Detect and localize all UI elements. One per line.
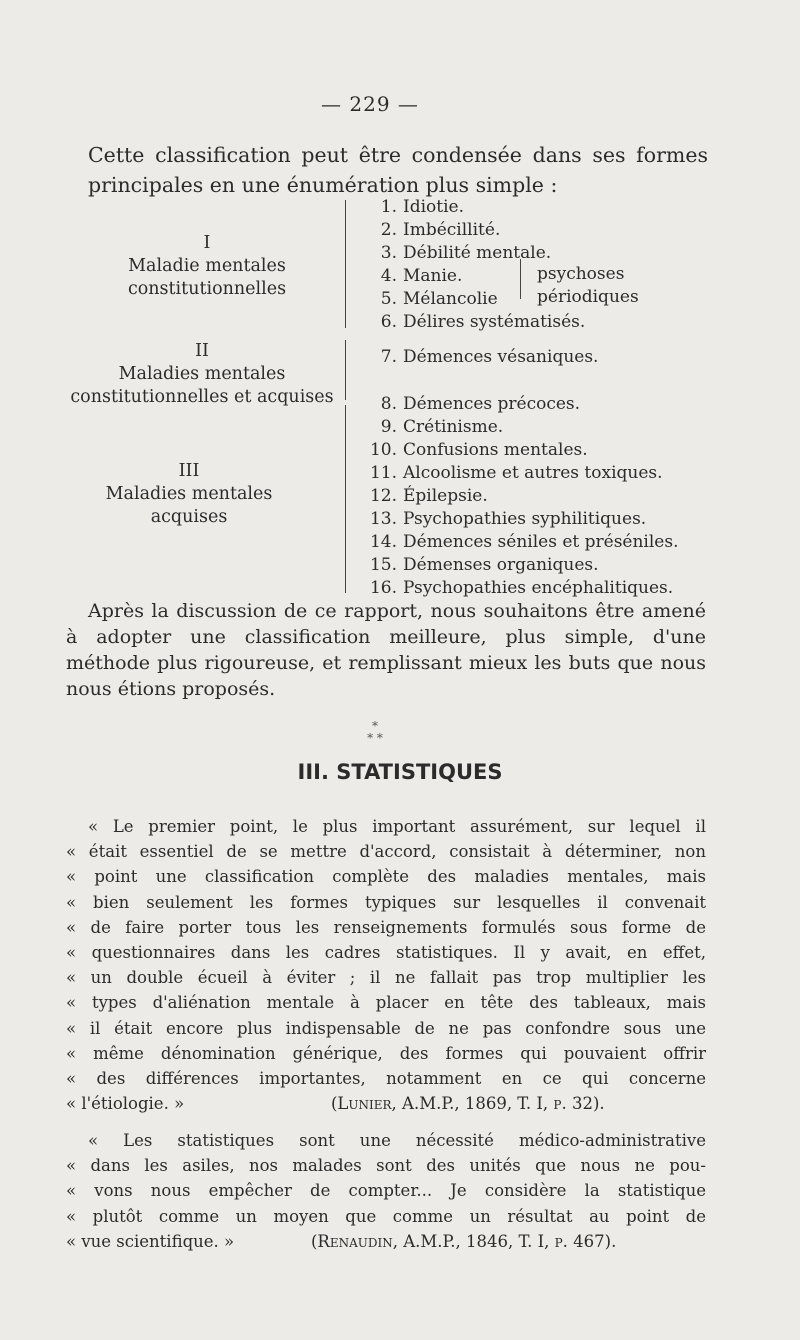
quote-line: « vons nous empêcher de compter... Je considère la statistique — [66, 1181, 706, 1201]
quote-line: « l'étiologie. » (Lunier, A.M.P., 1869, T. I, p. 32). — [66, 1091, 706, 1116]
quote-lunier — [66, 814, 706, 1116]
list-item: 4. Manie. — [380, 266, 463, 286]
group-numeral: III — [178, 461, 200, 481]
group-3 — [44, 460, 334, 529]
list-item: 5. Mélancolie — [380, 289, 498, 309]
quote-line: « des différences importantes, notamment en ce qui concerne — [66, 1069, 706, 1089]
list-item: 12. Épilepsie. — [369, 486, 488, 506]
list-item: 3. Débilité mentale. — [380, 243, 552, 263]
list-item: 7. Démences vésaniques. — [380, 347, 599, 367]
group-numeral: II — [195, 341, 209, 361]
intro-paragraph: Cette classification peut être condensée dans ses formes principales en une énumération plus simple : — [88, 143, 708, 197]
list-item: 13. Psychopathies syphilitiques. — [369, 509, 647, 529]
quote-line: « de faire porter tous les renseignements formulés sous forme de — [66, 917, 706, 937]
list-item: 1. Idiotie. — [380, 197, 465, 217]
discussion-paragraph: Après la discussion de ce rapport, nous souhaitons être amené à adopter une classification meilleure, plus simple, d'une méthode plus rigoureuse, et remplissant mieux les buts que nous nous étions proposés. — [66, 600, 706, 700]
list-item: 2. Imbécillité. — [380, 220, 501, 240]
list-item: 9. Crétinisme. — [380, 417, 504, 437]
page-number: — 229 — — [321, 92, 419, 116]
group-1 — [62, 232, 352, 301]
list-item: 15. Démenses organiques. — [369, 555, 599, 575]
quote-line: « même dénomination générique, des formes qui pouvaient offrir — [66, 1043, 706, 1063]
citation: (Renaudin, A.M.P., 1846, T. I, p. 467). — [311, 1231, 617, 1251]
quote-renaudin — [66, 1128, 706, 1254]
list-item: 10. Confusions mentales. — [369, 440, 588, 460]
group-line: Maladie mentales — [128, 256, 286, 276]
list-item: 11. Alcoolisme et autres toxiques. — [369, 463, 663, 483]
quote-line: « dans les asiles, nos malades sont des unités que nous ne pou- — [66, 1156, 706, 1176]
group-line: constitutionnelles — [127, 279, 287, 299]
group-line: constitutionnelles et acquises — [70, 387, 334, 407]
quote-line: « Les statistiques sont une nécessité médico-administrative — [88, 1131, 706, 1150]
quote-line: « plutôt comme un moyen que comme un résultat au point de — [66, 1206, 706, 1226]
periodic-label-2: périodiques — [537, 287, 639, 307]
section-heading: III. STATISTIQUES — [297, 760, 503, 784]
asterism: * * * — [367, 719, 383, 745]
group-line: acquises — [150, 507, 228, 527]
periodic-bracket — [520, 259, 531, 299]
brace-group-1 — [345, 200, 356, 328]
classification-list — [357, 196, 679, 600]
list-item: 14. Démences séniles et préséniles. — [369, 532, 679, 552]
list-item: 16. Psychopathies encéphalitiques. — [369, 578, 674, 598]
group-numeral: I — [203, 233, 211, 253]
group-line: Maladies mentales — [118, 364, 286, 384]
quote-line: « vue scientifique. » (Renaudin, A.M.P., 1846, T. I, p. 467). — [66, 1229, 706, 1254]
quote-line: « Le premier point, le plus important assurément, sur lequel il — [88, 817, 706, 836]
quote-line: « bien seulement les formes typiques sur lesquelles il convenait — [66, 892, 706, 912]
quote-line: « point une classification complète des maladies mentales, mais — [66, 867, 706, 887]
quote-line: « un double écueil à éviter ; il ne fallait pas trop multiplier les — [66, 968, 706, 988]
periodic-label-1: psychoses — [537, 264, 625, 284]
group-line: Maladies mentales — [105, 484, 273, 504]
brace-group-2 — [345, 340, 356, 400]
quote-line: « était essentiel de se mettre d'accord, consistait à déterminer, non — [66, 842, 706, 862]
quote-line: « il était encore plus indispensable de ne pas confondre sous une — [66, 1018, 706, 1038]
brace-group-3 — [345, 405, 356, 593]
citation: (Lunier, A.M.P., 1869, T. I, p. 32). — [331, 1094, 605, 1114]
quote-line: « types d'aliénation mentale à placer en tête des tableaux, mais — [66, 993, 706, 1013]
list-item: 8. Démences précoces. — [380, 394, 581, 414]
list-item: 6. Délires systématisés. — [380, 312, 586, 332]
group-2 — [52, 340, 352, 409]
quote-line: « questionnaires dans les cadres statistiques. Il y avait, en effet, — [66, 943, 706, 963]
